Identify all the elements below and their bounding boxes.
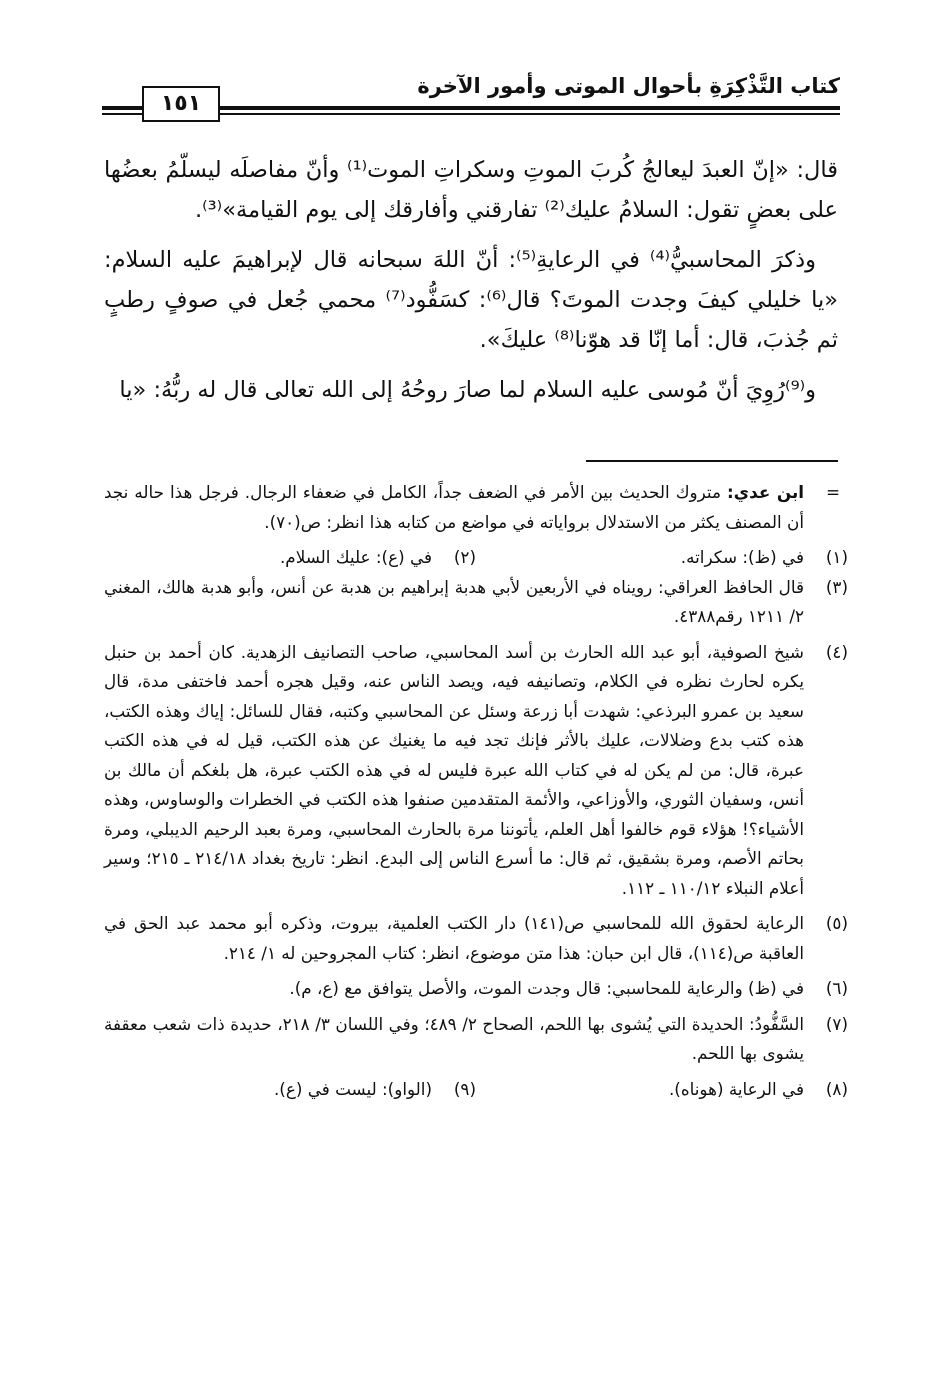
footnote-number: (٨) (825, 1078, 848, 1099)
footnote (104, 974, 848, 1004)
header-rule-thick (220, 106, 840, 110)
header-rule-thin (220, 113, 840, 115)
footnotes (104, 478, 848, 1104)
footnote (104, 1010, 848, 1069)
footnote-row (104, 543, 848, 573)
footnote-text: في (ظ): سكراته. (680, 547, 804, 567)
header-rule-left (102, 106, 144, 117)
footnote-number: (٣) (825, 576, 848, 597)
footnote-text: السَّفُّودُ: الحديدة التي يُشوى بها اللحم، الصحاح ٢/ ٤٨٩؛ وفي اللسان ٣/ ٢١٨، حديدة ذات شعب معقفة يشوى بها اللحم. (104, 1013, 804, 1063)
continuation-mark: = (825, 482, 840, 502)
footnote (476, 1075, 848, 1105)
footnote-text: (الواو): ليست في (ع). (273, 1078, 432, 1099)
running-title: كتاب التَّذْكِرَةِ بأحوال الموتى وأمور الآخرة (417, 74, 840, 98)
footnote (104, 909, 848, 968)
footnote-number: (٥) (825, 913, 848, 933)
footnote-text: في (ع): عليك السلام. (279, 547, 432, 567)
footnote-row (104, 1075, 848, 1105)
footnote (104, 1075, 476, 1105)
paragraph: و⁽⁹⁾رُوِيَ أنّ مُوسى عليه السلام لما صارَ روحُهُ إلى الله تعالى قال له ربُّهُ: «يا (119, 377, 816, 403)
footnote (476, 543, 848, 573)
footnote-text: في (ظ) والرعاية للمحاسبي: قال وجدت الموت، والأصل يتوافق مع (ع، م). (289, 978, 804, 998)
footnote-text: متروك الحديث بين الأمر في الضعف جداً، الكامل في ضعفاء الرجال. فرجل هذا حاله نجد أن المصنف يكثر من الاستدلال برواياته في مواضع من كتابه هذا انظر: ص(٧٠). (104, 482, 804, 532)
footnote-label: ابن عدي: (727, 482, 804, 502)
footnote-number: (١) (825, 547, 848, 567)
page-header (104, 68, 840, 128)
footnote-text: في الرعاية (هوناه). (668, 1078, 804, 1099)
footnote-text: قال الحافظ العراقي: رويناه في الأربعين لأبي هدبة إبراهيم بن هدبة عن أنس، وأبو هدبة هالك، المغني ٢/ ١٢١١ رقم٤٣٨٨. (104, 576, 804, 626)
paragraph: وذكرَ المحاسبيُّ⁽⁴⁾ في الرعايةِ⁽⁵⁾: أنّ اللهَ سبحانه قال لإبراهيمَ عليه السلام: «يا خليلي كيفَ وجدت الموتَ؟ قال⁽⁶⁾: كسَفُّود⁽⁷⁾ محمي جُعل في صوفٍ رطبٍ ثم جُذبَ، قال: أما إنّا قد هوّنا⁽⁸⁾ عليكَ». (104, 247, 838, 353)
main-text (104, 150, 838, 420)
page-number: ١٥١ (142, 86, 220, 122)
footnote-number: (٧) (825, 1013, 848, 1034)
footnote-number: (٩) (453, 1078, 476, 1099)
paragraph: قال: «إنّ العبدَ ليعالجُ كُربَ الموتِ وسكراتِ الموت⁽¹⁾ وأنّ مفاصلَه ليسلّمُ بعضُها على بعضٍ تقول: السلامُ عليك⁽²⁾ تفارقني وأفارقك إلى يوم القيامة»⁽³⁾. (104, 157, 838, 223)
footnote (104, 543, 476, 573)
footnote-text: شيخ الصوفية، أبو عبد الله الحارث بن أسد المحاسبي، صاحب التصانيف الزهدية. كان أحمد بن حنبل يكره لحارث نظره في الكلام، وتصانيفه فيه، ويصد الناس عنه، وقيل هجره أحمد فاختفى مدة، قال سعيد بن عمرو البرذعي: شهدت أبا زرعة وسئل عن المحاسبي وكتبه، فقال للسائل: إياك وهذه الكتب، هذه كتب بدع وضلالات، عليك بالأثر فإنك تجد فيه ما يغنيك عن هذه الكتب، قيل له في هذه الكتب عبرة، قال: من لم يكن له في كتاب الله عبرة فليس له في هذه الكتب عبرة، هل بلغكم أن مالك بن أنس، وسفيان الثوري، والأوزاعي، والأئمة المتقدمين صنفوا هذه الكتب في الخطرات والوساوس، وهذه الأشياء؟! هؤلاء قوم خالفوا أهل العلم، يأتوننا مرة بالحارث المحاسبي، ومرة بعبد الرحيم الديبلي، ومرة بحاتم الأصم، ومرة بشقيق، ثم قال: ما أسرع الناس إلى البدع. انظر: تاريخ بغداد ٢١٤/١٨ ـ ٢١٥؛ وسير أعلام النبلاء ١١٠/١٢ ـ ١١٢. (104, 641, 804, 898)
footnote-number: (٦) (825, 978, 848, 998)
footnote (104, 638, 848, 904)
footnote-text: الرعاية لحقوق الله للمحاسبي ص(١٤١) دار الكتب العلمية، بيروت، وذكره أبو محمد عبد الحق في العاقبة ص(١١٤)، قال ابن حبان: هذا متن موضوع، انظر: كتاب المجروحين له ١/ ٢١٤. (104, 913, 804, 963)
footnote (104, 573, 848, 632)
footnote-number: (٤) (825, 641, 848, 662)
footnote-continuation (104, 478, 848, 537)
footnote-separator (586, 460, 838, 462)
footnote-number: (٢) (453, 547, 476, 567)
